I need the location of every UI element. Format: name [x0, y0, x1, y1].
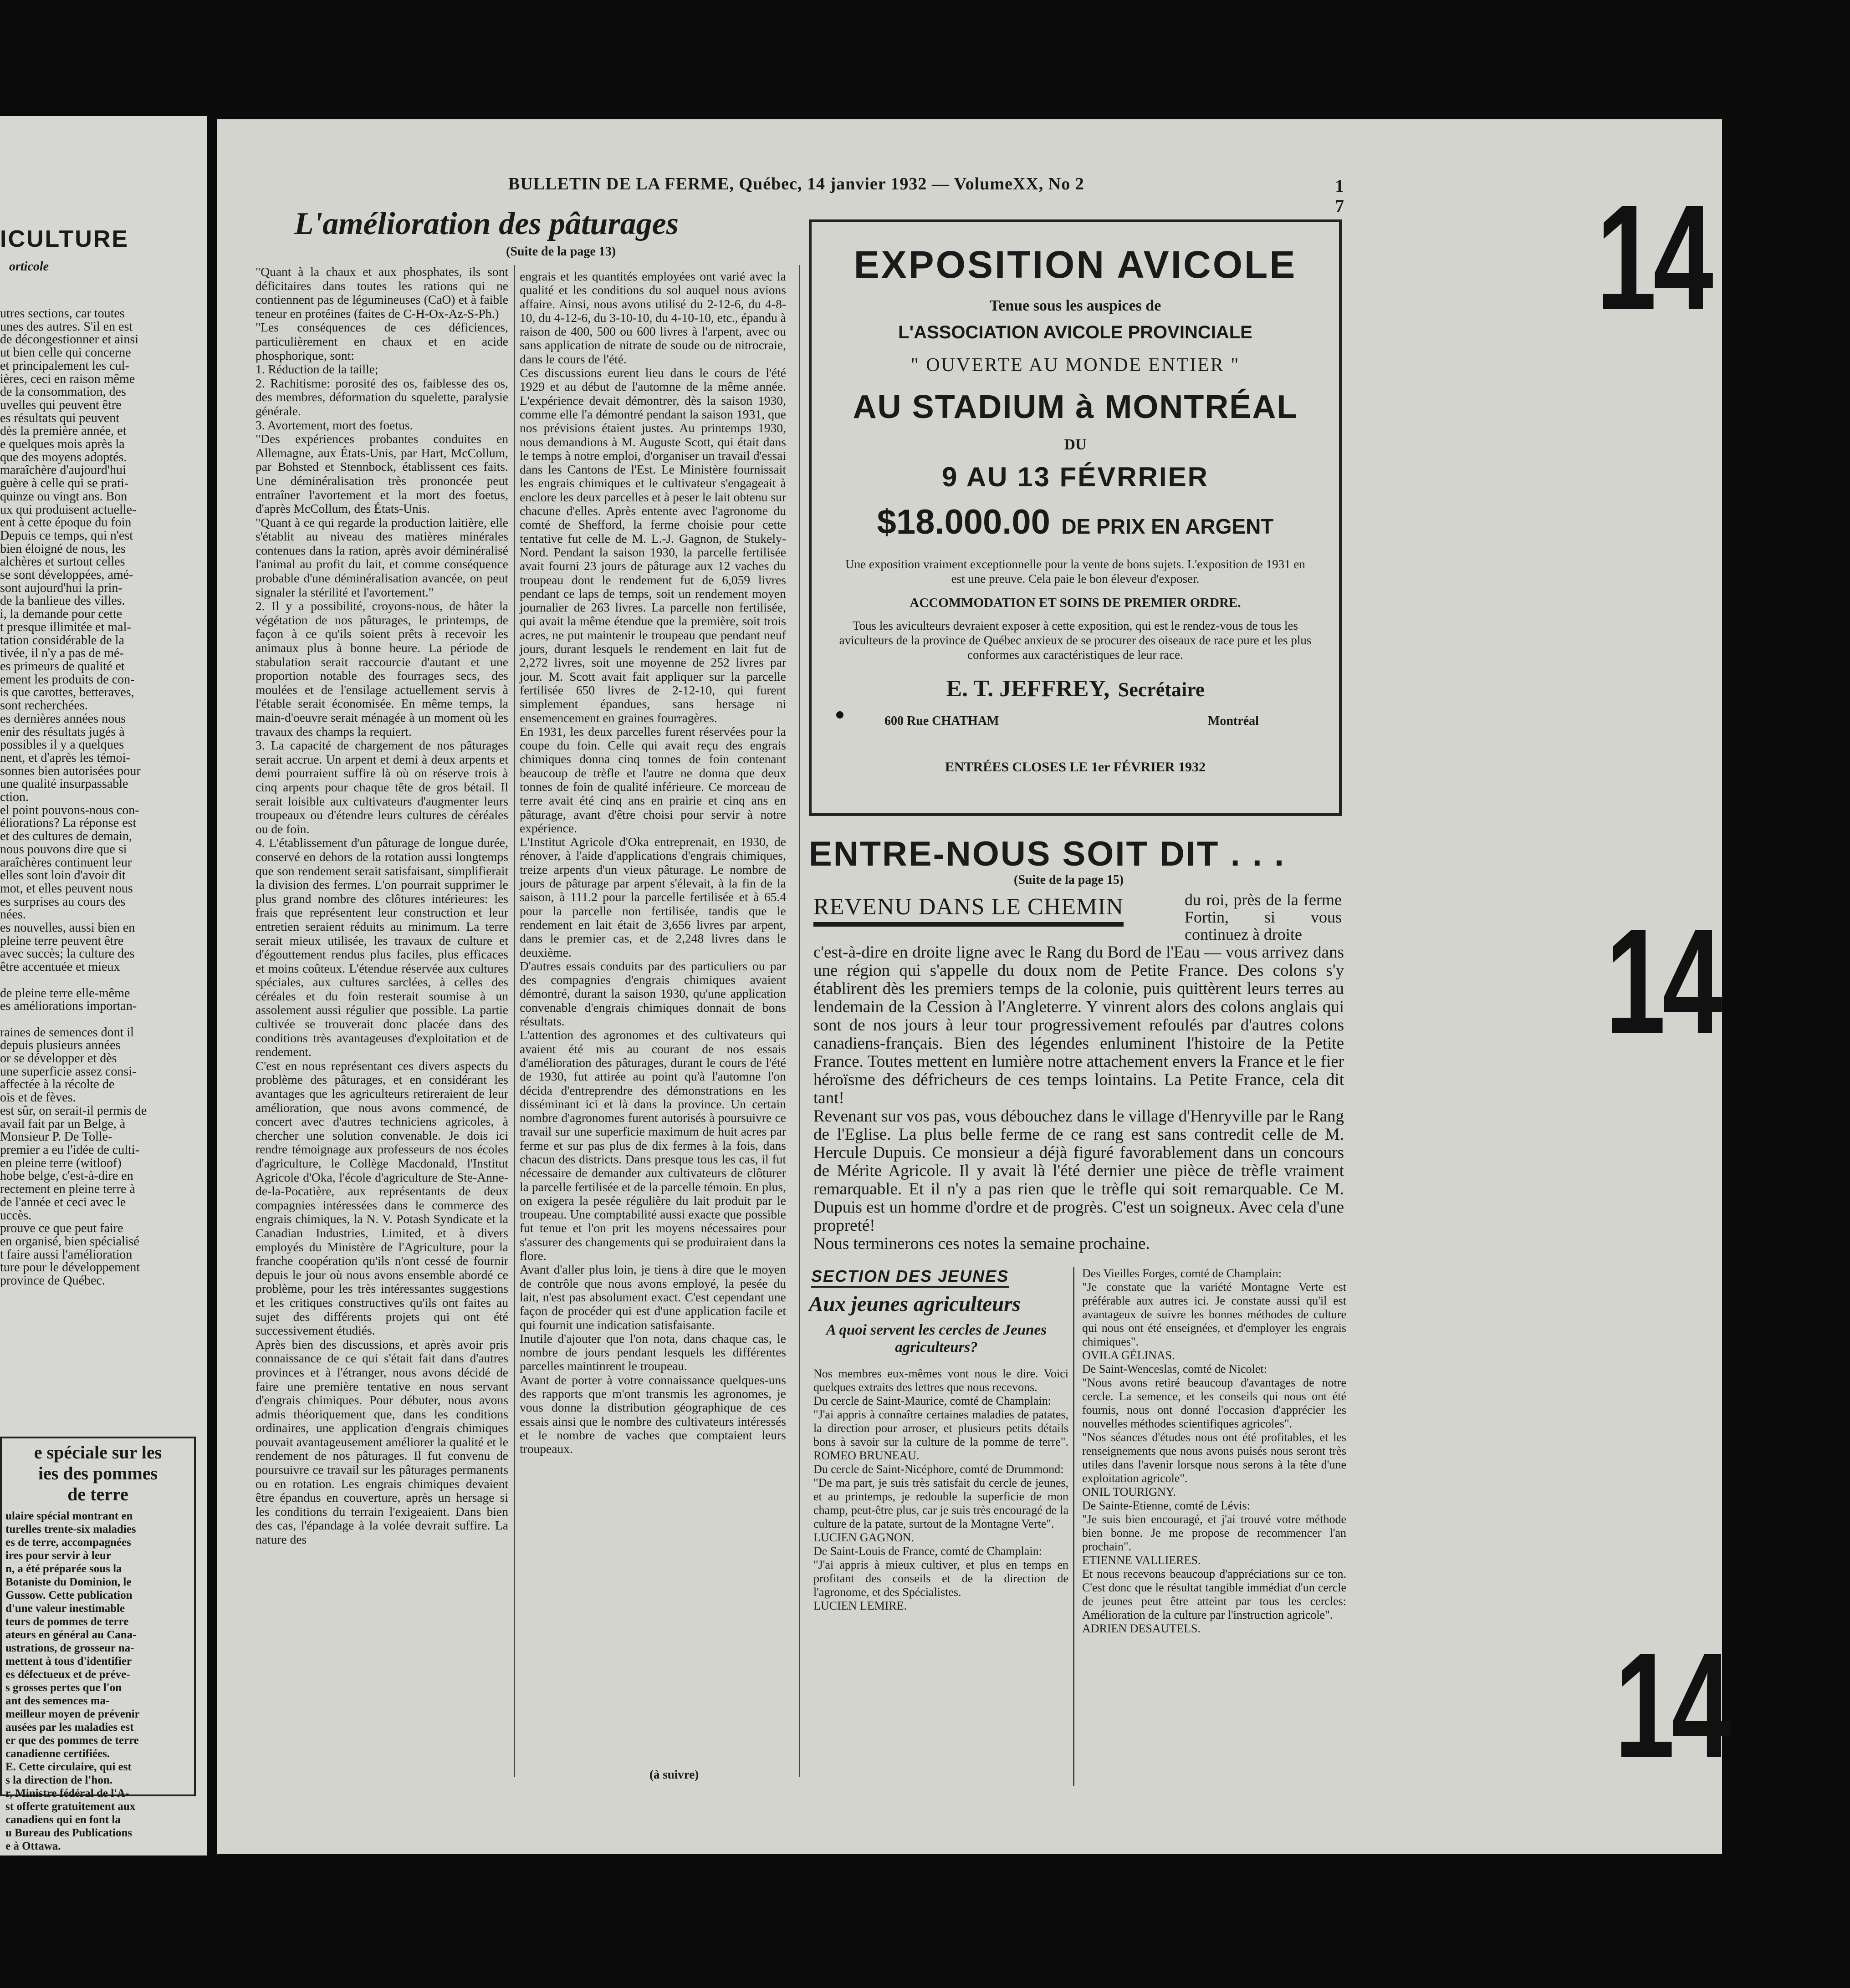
ad-association: L'ASSOCIATION AVICOLE PROVINCIALE	[898, 322, 1252, 342]
running-head: BULLETIN DE LA FERME, Québec, 14 janvier 1932 — VolumeXX, No 2	[508, 174, 1084, 194]
ad-address: 600 Rue CHATHAM	[884, 714, 999, 728]
column-rule	[514, 265, 515, 1777]
article-column-1: "Quant à la chaux et aux phosphates, ils sont déficitaires dans toutes les rations qui ne contiennent pas de légumineuses (CaO) et à faible teneur en protéines (faites de C-H-Ox-Az-S-Ph.) "Les conséquences de ces déficiences, particulièrement en chaux et en acide phosphorique, sont: 1. Réduction de la taille; 2. Rachitisme: porosité des os, faiblesse des os, des membres, déformation du squelette, paralysie générale. 3. Avortement, mort des foetus. "Des expériences probantes conduites en Allemagne, aux États-Unis, par Hart, McCollum, par Bohsted et Stennbock, établissent ces faits. Une déminéralisation très prononcée peut entraîner l'avortement et la mort des foetus, d'après McCollum, des États-Unis. "Quant à ce qui regarde la production laitière, elle s'établit au niveau des matières minérales contenues dans la ration, après avoir déminéralisé l'animal au profit du lait, et comme conséquence probable d'une déminéralisation avancée, on peut signaler la stérilité et l'avortement." 2. Il y a possibilité, croyons-nous, de hâter la végétation de nos pâturages, le printemps, de façon à ce qu'ils soient prêts à recevoir les animaux plus à bonne heure. La période de stabulation serait raccourcie d'autant et une proportion notable des fourrages secs, des moulées et de l'ensilage actuellement servis à l'étable serait économisée. En même temps, la main-d'oeuvre serait ménagée à un moment où les travaux des champs la requiert. 3. La capacité de chargement de nos pâturages serait accrue. Un arpent et demi à deux arpents et demi pourraient suffire là où on réserve trois à cinq arpents pour chaque tête de gros bétail. Il serait loisible aux cultivateurs d'augmenter leurs troupeaux ou d'étendre leurs cultures de céréales ou de foin. 4. L'établissement d'un pâturage de longue durée, conservé en dehors de la rotation aussi longtemps que son rendement serait satisfaisant, simplifierait la division des fermes. L'on pourrait supprimer le plus grand nombre des clôtures intérieures: les frais que représentent leur construction et leur entretien seraient réduits au minimum. La terre serait mieux utilisée, les travaux de culture et d'égouttement rendus plus faciles, plus efficaces et moins coûteux. L'étendue réservée aux cultures spéciales, aux cultures sarclées, à celles des céréales et du foin resterait soumise à un assolement aussi régulier que possible. La partie cultivée se trouverait donc placée dans des conditions très avantageuses d'exploitation et de rendement. C'est en nous représentant ces divers aspects du problème des pâturages, et en considérant les avantages que les agriculteurs retireraient de leur amélioration, que nous avons commencé, de concert avec d'autres techniciens agricoles, à chercher une solution convenable. Je dois ici rendre témoignage aux professeurs de nos écoles d'agriculture, le Collège Macdonald, l'Institut Agricole d'Oka, l'école d'agriculture de Ste-Anne-de-la-Pocatière, aux représentants de deux compagnies intéressées dans le commerce des engrais chimiques, la N. V. Potash Syndicate et la Canadian Industries, Limited, et à divers employés du Ministère de l'Agriculture, pour la franche coopération qu'ils n'ont cessé de fournir depuis le jour où nous avons ensemble abordé ce problème, pour les très intéressantes suggestions et les critiques constructives qu'ils ont faites au sujet des différents projets qui ont été successivement étudiés. Après bien des discussions, et après avoir pris connaissance de ce qui s'était fait dans d'autres provinces et à l'étranger, nous avons décidé de faire une première tentative en nous servant d'engrais chimiques. Pour débuter, nous avons admis théoriquement que, dans les conditions ordinaires, une application d'engrais chimiques pouvait avantageusement améliorer la qualité et le rendement de nos pâturages. Il fut convenu de poursuivre ce travail sur les pâturages permanents ou en rotation. Les engrais chimiques devaient être épandus en couverture, après un hersage si les conditions du terrain l'exigeaient. Dans bien des cas, l'épandage à la volée devrait suffire. La nature des	[256, 265, 508, 1547]
ad-venue: AU STADIUM à MONTRÉAL	[853, 389, 1298, 425]
ad-prize-amount: $18.000.00	[877, 503, 1050, 541]
entre-nous-body: c'est-à-dire en droite ligne avec le Rang du Bord de l'Eau — vous arrivez dans une région qui s'appelle du doux nom de Petite France. Des colons s'y établirent dès les premiers temps de la colonie, puis quittèrent leurs terres au lendemain de la Cession à l'Angleterre. Y vinrent alors des colons anglais qui sont de nos jours à leur tour progressivement refoulés par d'autres colons canadiens-français. Bien des légendes enluminent l'histoire de la Petite France. Toutes mettent en lumière notre attachement envers la France et le fier héroïsme des défricheurs de ces temps lointains. La Petite France, cela dit tant! Revenant sur vos pas, vous débouchez dans le village d'Henryville par le Rang de l'Eglise. La plus belle ferme de ce rang est sans contredit celle de M. Hercule Dupuis. Ce monsieur a déjà figuré favorablement dans un concours de Mérite Agricole. Il y avait là l'été dernier une pièce de trèfle vraiment remarquable. Et il n'y a pas rien que le trèfle qui soit remarquable. Ce M. Dupuis est un homme d'ordre et de progrès. C'est un soigneux. Avec cela d'une propreté! Nous terminerons ces notes la semaine prochaine.	[813, 943, 1344, 1253]
left-header: ICULTURE	[0, 226, 129, 252]
ad-closing: ENTRÉES CLOSES LE 1er FÉVRIER 1932	[945, 760, 1206, 775]
ad-text-1: Une exposition vraiment exceptionnelle pour la vente de bons sujets. L'exposition de 1931 en est une preuve. Cela paie le bon éleveur d'exposer.	[845, 557, 1305, 586]
ad-auspices: Tenue sous les auspices de	[989, 297, 1161, 314]
youth-column-1: Nos membres eux-mêmes vont nous le dire. Voici quelques extraits des lettres que nous recevons. Du cercle de Saint-Maurice, comté de Champlain: "J'ai appris à connaître certaines maladies de patates, la direction pour arroser, et plusieurs petits détails bons à savoir sur la culture de la pomme de terre". ROMEO BRUNEAU. Du cercle de Saint-Nicéphore, comté de Drummond: "De ma part, je suis très satisfait du cercle de jeunes, et au printemps, je redouble la superficie de mon champ, peut-être plus, car je suis très encouragé de la culture de la patate, surtout de la Montagne Verte". LUCIEN GAGNON. De Saint-Louis de France, comté de Champlain: "J'ai appris à mieux cultiver, et plus en temps en profitant des conseils et de la direction de l'agronome, et des Spécialistes. LUCIEN LEMIRE.	[813, 1367, 1068, 1612]
page-number-bottom: 14	[1615, 1621, 1728, 1789]
ad-prize	[812, 502, 1339, 542]
ad-prize-text: DE PRIX EN ARGENT	[1061, 515, 1274, 538]
ad-open-world: " OUVERTE AU MONDE ENTIER "	[910, 355, 1240, 376]
left-body-column: utres sections, car toutes unes des autres. S'il en est de décongestionner et ainsi ut bien celle qui concerne et principalement les cul- ières, ceci en raison même de la consommation, des uvelles qui peuvent être es résultats qui peuvent dès la première année, et e quelques mois après la que des moyens adoptés. maraîchère d'aujourd'hui guère à celle qui se prati- quinze ou vingt ans. Bon ux qui produisent actuelle- ent à cette époque du foin Depuis ce temps, qui n'est bien éloigné de nous, les alchères et surtout celles se sont développées, amé- sont aujourd'hui la prin- de la banlieue des villes. i, la demande pour cette t presque illimitée et mal- tation considérable de la tivée, il n'y a pas de mé- es primeurs de qualité et ement les produits de con- is que carottes, betteraves, sont recherchées. es dernières années nous enir des résultats jugés à possibles il y a quelques nent, et d'après les témoi- sonnes bien autorisées pour une qualité insurpassable ction. el point pouvons-nous con- éliorations? La réponse est et des cultures de demain, nous pouvons dire que si araîchères continuent leur elles sont loin d'avoir dit mot, et elles peuvent nous es surprises au cours des nées. es nouvelles, aussi bien en pleine terre peuvent être avec succès; la culture des être accentuée et mieux de pleine terre elle-même es améliorations importan- raines de semences dont il depuis plusieurs années or se développer et dès une superficie assez consi- affectée à la récolte de ois et de fèves. est sûr, on serait-il permis de avail fait par un Belge, à Monsieur P. De Tolle- premier a eu l'idée de culti- en pleine terre (witloof) hobe belge, c'est-à-dire en rectement en pleine terre à de l'année et ceci avec le uccès. prouve ce que peut faire en organisé, bien spécialisé t faire aussi l'amélioration ture pour le développement province de Québec.	[0, 306, 147, 1288]
column-rule	[1073, 1267, 1074, 1786]
youth-title: Aux jeunes agriculteurs	[809, 1292, 1021, 1316]
poultry-exhibition-ad	[809, 219, 1342, 816]
youth-section-heading: SECTION DES JEUNES	[811, 1267, 1009, 1288]
ad-du: DU	[1064, 436, 1087, 453]
potato-disease-box	[0, 1437, 196, 1852]
ad-secretary-line	[812, 675, 1339, 702]
ad-title: EXPOSITION AVICOLE	[853, 243, 1297, 286]
article-continued-note: (Suite de la page 13)	[506, 245, 616, 259]
article-to-be-continued: (à suivre)	[649, 1768, 699, 1781]
ad-secretary-title: Secrétaire	[1118, 678, 1205, 701]
column-rule	[799, 265, 800, 1777]
entre-nous-side-text: du roi, près de la ferme Fortin, si vous continuez à droite	[1185, 891, 1342, 943]
potato-box-body: ulaire spécial montrant en turelles trente-six maladies es de terre, accompagnées ires pour servir à leur n, a été préparée sous la Botaniste du Dominion, le Gussow. Cette publication d'une valeur inestimable teurs de pommes de terre ateurs en général au Cana- ustrations, de grosseur na- mettent à tous d'identifier es défectueux et de préve- s grosses pertes que l'on ant des semences ma- meilleur moyen de prévenir ausées par les maladies est er que des pommes de terre canadienne certifiées. E. Cette circulaire, qui est s la direction de l'hon. r, Ministre fédéral de l'A- st offerte gratuitement aux canadiens qui en font la u Bureau des Publications e à Ottawa.	[5, 1510, 140, 1852]
entre-nous-heading: REVENU DANS LE CHEMIN	[813, 893, 1124, 927]
left-page-fragment	[0, 116, 207, 1855]
page-number-top: 14	[1596, 173, 1710, 341]
article-column-2: engrais et les quantités employées ont varié avec la qualité et les conditions du sol auquel nous avions affaire. Ainsi, nous avons utilisé du 2-12-6, du 4-8-10, du 4-12-6, du 3-10-10, du 4-10-10, etc., épandu à raison de 400, 500 ou 600 livres à l'arpent, avec ou sans application de nitrate de soude ou de nitrocraie, dans le cours de l'été. Ces discussions eurent lieu dans le cours de l'été 1929 et au début de l'automne de la même année. L'expérience devait démontrer, dès la saison 1930, comme elle l'a démontré pendant la saison 1931, que nos prévisions étaient justes. Au printemps 1930, nous demandions à M. Auguste Scott, qui était dans le temps à notre emploi, d'organiser un travail d'essai dans les Cantons de l'Est. Le Ministère fournissait les engrais chimiques et le cultivateur s'engageait à enclore les deux parcelles et à peser le lait obtenu sur chacune d'elles. Après entente avec l'agronome du comté de Shefford, la ferme choisie pour cette tentative fut celle de M. L.-J. Gagnon, de Stukely-Nord. Pendant la saison 1930, la parcelle fertilisée avait fourni 23 jours de pâturage aux 12 vaches du troupeau dont le rendement fut de 6,059 livres pendant ce laps de temps, soit un rendement moyen journalier de 263 livres. La parcelle non fertilisée, qui avait la même étendue que la première, soit trois acres, ne put maintenir le troupeau que pendant neuf jours, durant lesquels le rendement en lait fut de 2,272 livres, soit une moyenne de 252 livres par jour. M. Scott avait fait appliquer sur la parcelle fertilisée 650 livres de 2-12-10, qui furent simplement épandues, sans hersage ni ensemencement en graines fourragères. En 1931, les deux parcelles furent réservées pour la coupe du foin. Celle qui avait reçu des engrais chimiques donna cinq tonnes de foin contenant beaucoup de trèfle et l'autre ne donna que deux tonnes de foin de qualité inférieure. Ce morceau de terre avait été cinq ans en prairie et cinq ans en pâturage, avant d'être choisi pour servir à notre expérience. L'Institut Agricole d'Oka entreprenait, en 1930, de rénover, à l'aide d'applications d'engrais chimiques, treize arpents d'un vieux pâturage. Le nombre de jours de pâturage par arpent s'élevait, à la fin de la saison, à 111.2 pour la parcelle fertilisée et à 65.4 pour la parcelle non fertilisée, tandis que le rendement en lait était de 3,656 livres par arpent, dans le premier cas, et de 2,248 livres dans le deuxième. D'autres essais conduits par des particuliers ou par des compagnies d'engrais chimiques avaient démontré, durant la saison 1930, qu'une application convenable d'engrais chimiques donnait de bons résultats. L'attention des agronomes et des cultivateurs qui avaient été mis au courant de nos essais d'amélioration des pâturages, durant le cours de l'été de 1930, fut attirée au point qu'à l'automne l'on décida d'entreprendre des démonstrations en les disséminant ici et là dans la province. Un certain nombre d'agronomes furent autorisés à poursuivre ce travail sur une superficie maximum de huit acres par ferme et sur pas plus de dix fermes à la fois, dans chacun des districts. Dans presque tous les cas, il fut nécessaire de demander aux cultivateurs de clôturer la parcelle fertilisée et de la parcelle témoin. En plus, on exigera la pesée régulière du lait produit par le troupeau. Une comptabilité aussi exacte que possible fut tenue et l'on prit les moyens nécessaires pour s'assurer des changements qui se produiraient dans la flore. Avant d'aller plus loin, je tiens à dire que le moyen de contrôle que nous avons employé, la pesée du lait, n'est pas absolument exact. C'est cependant une façon de procéder qui est d'une application facile et qui fournit une indication satisfaisante. Inutile d'ajouter que l'on nota, dans chaque cas, le nombre de jours pendant lesquels les différentes parcelles maintinrent le troupeau. Avant de porter à votre connaissance quelques-uns des rapports que m'ont transmis les agronomes, je vous donne la distribution géographique de ces essais ainsi que le nombre des cultivateurs intéressés et le nombre de vaches que comptaient leurs troupeaux.	[520, 269, 786, 1456]
ad-secretary: E. T. JEFFREY,	[946, 676, 1110, 702]
article-title: L'amélioration des pâturages	[294, 206, 679, 241]
newspaper-page	[217, 119, 1722, 1854]
ad-text-2: Tous les aviculteurs devraient exposer à cette exposition, qui est le rendez-vous de tous les aviculteurs de la province de Québec anxieux de se procurer des oiseaux de race pure et les plus conformes aux caractéristiques de leur race.	[839, 619, 1312, 662]
ad-dates: 9 AU 13 FÉVRRIER	[942, 462, 1209, 492]
potato-box-title: e spéciale sur les ies des pommes de terre	[34, 1442, 162, 1504]
entre-nous-title: ENTRE-NOUS SOIT DIT . . .	[809, 835, 1286, 873]
ad-accommodation: ACCOMMODATION ET SOINS DE PREMIER ORDRE.	[910, 596, 1241, 610]
entre-nous-continued-note: (Suite de la page 15)	[1014, 873, 1124, 887]
youth-column-2: Des Vieilles Forges, comté de Champlain: "Je constate que la variété Montagne Verte est préférable aux autres ici. Je constate aussi qu'il est avantageux de suivre les bonnes méthodes de culture qui nous ont été enseignées, et d'employer les engrais chimiques". OVILA GÉLINAS. De Saint-Wenceslas, comté de Nicolet: "Nous avons retiré beaucoup d'avantages de notre cercle. La semence, et les conseils qui nous ont été fournis, nous ont donné l'occasion d'apprécier les nouvelles méthodes scientifiques agricoles". "Nos séances d'études nous ont été profitables, et les renseignements que nous avons puisés nous seront très utiles dans l'avenir lorsque nous serons à la tête d'une exploitation agricole". ONIL TOURIGNY. De Sainte-Etienne, comté de Lévis: "Je suis bien encouragé, et j'ai trouvé votre méthode bien bonne. Je me propose de recommencer l'an prochain". ETIENNE VALLIERES. Et nous recevons beaucoup d'appréciations sur ce ton. C'est donc que le résultat tangible immédiat d'un cercle de jeunes peut être atteint par tous les cercles: Amélioration de la culture par l'instruction agricole". ADRIEN DESAUTELS.	[1082, 1267, 1346, 1635]
folio: 1 7	[1335, 176, 1344, 216]
bullet-dot	[836, 711, 843, 719]
ad-city: Montréal	[1208, 714, 1259, 728]
left-subheader: orticole	[9, 260, 49, 274]
youth-subtitle: A quoi servent les cercles de Jeunes agriculteurs?	[826, 1322, 1047, 1356]
page-number-middle: 14	[1605, 897, 1719, 1065]
